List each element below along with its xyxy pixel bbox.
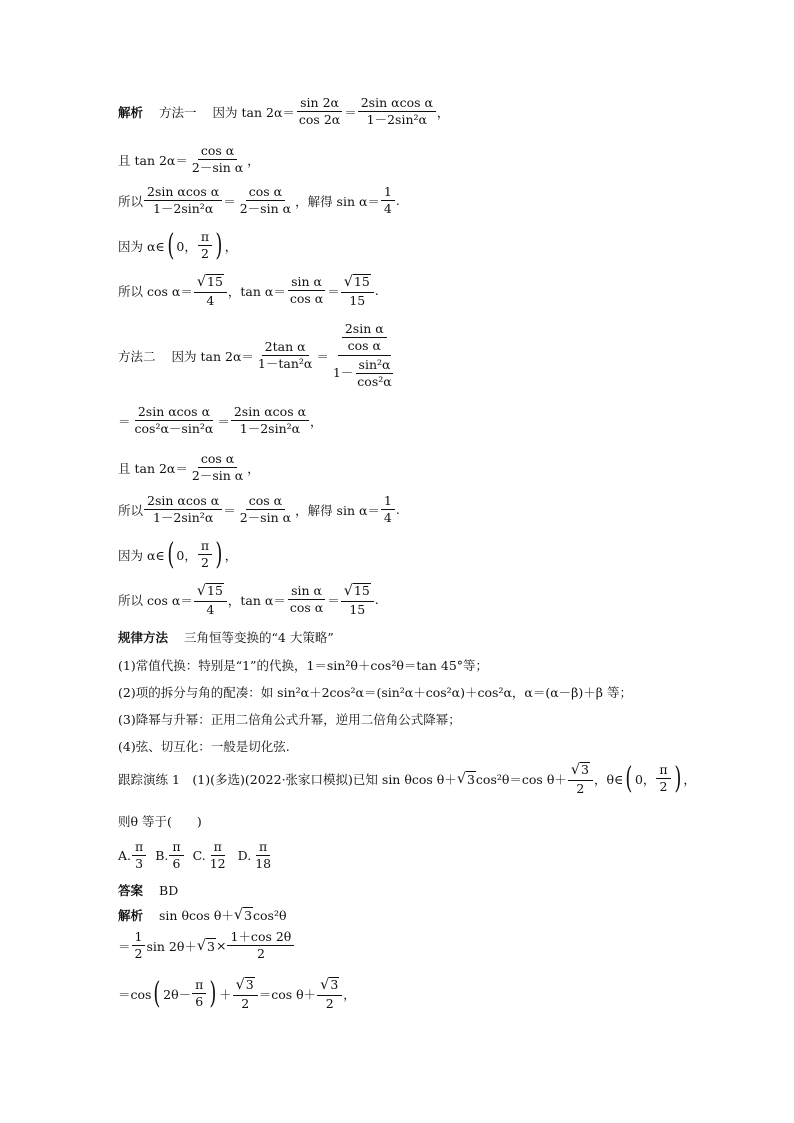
solution-line [118,977,356,1011]
text: 因为 tan 2α＝ [212,104,295,120]
fraction: $\frac{\text{cos α}}{\text{2－sin α}}$ [191,451,244,484]
question: 则θ 等于( ) [118,814,202,829]
text: ＝ [344,104,357,120]
text: ＋ [219,986,232,1002]
text: cos²θ [253,907,287,923]
left-paren: ( [167,227,175,263]
text: ＝ [327,592,340,608]
text: 0， [634,771,656,787]
text: ，解得 sin α＝ [295,193,380,209]
text: 2θ－ [163,986,192,1002]
option-d: D. $\frac{\pi}{18}$ [237,839,272,872]
fraction: $\frac{\pi}{6}$ [192,978,206,1010]
left-paren: ( [625,760,633,796]
text: ＝ [118,413,131,429]
solution-label: 解析 [118,908,144,923]
rule-item: (4)弦、切互化：一般是切化弦. [118,739,290,754]
line [118,227,238,263]
text: 0， [176,547,197,563]
nested-fraction: $\frac{\text{2sin α}}{\text{cos α}}$ 1－ $\frac{\text{sin²α}}{\text{cos²α}}$ [332,321,392,390]
fraction: √ 3 2 [568,762,593,796]
line [118,185,400,217]
rule-heading [118,628,334,646]
fraction: $\frac{\text{2sin αcos α}}{\text{1－2sin²α}}$ [144,494,222,526]
option-b: B. $\frac{\pi}{6}$ [155,840,184,872]
sqrt: √ 3 [456,770,475,787]
solution-line [118,930,295,962]
text: 所以 [118,193,144,209]
fraction: $\frac{\text{cos α}}{\text{2－sin α}}$ [239,493,292,526]
text: 且 tan 2α＝ [118,152,188,168]
line [118,144,260,176]
method2-line [118,322,400,390]
text: . [374,283,379,299]
answer-value: BD [159,882,179,898]
rule-title: 三角恒等变换的“4 大策略” [184,630,334,645]
text: ， [436,104,450,120]
fraction: √ 15 4 [194,274,227,308]
text: ，θ∈ [593,771,624,787]
fraction: $\frac{\text{2tan α}}{\text{1－tan²α}}$ [257,338,313,372]
text: ， [247,460,260,476]
line [118,494,400,526]
text: sin 2θ＋ [146,938,197,954]
text: × [216,938,227,954]
text: ＝cos θ＋ [258,986,317,1002]
fraction: $\frac{\text{2sin αcos α}}{\text{1－2sin²α}}$ [358,96,436,128]
fraction: $\frac{1}{4}$ [381,185,395,217]
text: ， [683,771,696,787]
right-paren: ) [215,227,223,263]
text: ，tan α＝ [227,283,286,299]
line [118,536,238,572]
line [118,583,379,617]
line [118,274,379,308]
sqrt: √ 3 [196,937,215,954]
solution-label: 解析 [118,104,144,120]
text: 因为 α∈ [118,238,165,254]
text: ， [343,986,356,1002]
fraction: $\frac{\text{sin α}}{\text{cos α}}$ [289,583,324,616]
line [118,405,323,437]
text: ＝ [327,283,340,299]
text: . [395,193,400,209]
text: 所以 cos α＝ [118,592,193,608]
options [118,840,283,872]
option-a: A. $\frac{\pi}{3}$ [118,840,147,872]
text: ， [247,152,260,168]
fraction: √ 15 4 [194,583,227,617]
left-paren: ( [167,536,175,572]
right-paren: ) [209,975,217,1011]
rule-label: 规律方法 [118,630,169,645]
method1-line [118,96,449,128]
fraction: $\frac{\text{2sin αcos α}}{\text{cos²α－sin²α}}$ [134,404,214,437]
rule-item: (3)降幂与升幂：正用二倍角公式升幂，逆用二倍角公式降幂； [118,712,461,727]
text: . [374,592,379,608]
line [118,452,260,484]
fraction: $\frac{\pi}{2}$ [656,763,670,795]
right-paren: ) [673,760,681,796]
rule-item: (1)常值代换：特别是“1”的代换，1＝sin²θ＋cos²θ＝tan 45°等； [118,658,489,673]
text: 且 tan 2α＝ [118,460,188,476]
text: 因为 tan 2α＝ [171,348,254,364]
text: ，tan α＝ [227,592,286,608]
fraction: $\frac{\text{sin α}}{\text{cos α}}$ [289,274,324,307]
text: ， [224,547,238,563]
exercise-line [118,762,696,796]
answer-label: 答案 [118,883,144,898]
right-paren: ) [215,536,223,572]
text: ＝ [217,413,230,429]
text: cos²θ＝cos θ＋ [475,771,567,787]
option-c: C. $\frac{\pi}{12}$ [192,839,226,872]
text: 0， [176,238,197,254]
text: 因为 α∈ [118,547,165,563]
solution-line [118,906,287,924]
method-label: 方法一 [159,104,197,120]
text: 所以 cos α＝ [118,283,193,299]
text: 跟踪演练 1 (1)(多选)(2022·张家口模拟)已知 sin θcos θ＋ [118,771,457,787]
fraction: $\frac{\text{2sin αcos α}}{\text{1－2sin²α}}$ [144,185,222,217]
fraction: √ 3 2 [317,977,342,1011]
fraction: $\frac{1}{2}$ [132,930,146,962]
sqrt: √ 3 [233,907,253,923]
fraction: $\frac{\text{2sin αcos α}}{\text{1－2sin²α}}$ [231,405,309,437]
fraction: $\frac{\text{cos α}}{\text{2－sin α}}$ [239,184,292,217]
fraction: √ 15 15 [341,583,374,617]
fraction: $\frac{1}{4}$ [381,494,395,526]
fraction: √ 3 2 [233,977,258,1011]
text: ＝ [118,938,131,954]
fraction: $\frac{\text{cos α}}{\text{2－sin α}}$ [191,143,244,176]
fraction: $\frac{1+\cos 2\theta}{2}$ [227,930,294,962]
rule-item: (2)项的拆分与角的配凑：如 sin²α＋2cos²α＝(sin²α＋cos²α)＋cos²α，α＝(α－β)＋β 等； [118,685,632,700]
text: . [395,502,400,518]
text: ＝ [223,502,236,518]
text: ＝ [223,193,236,209]
text: sin θcos θ＋ [159,908,234,923]
fraction: $\frac{\pi}{2}$ [198,539,212,571]
fraction: $\frac{\sin 2\alpha}{\cos 2\alpha}$ [298,95,341,128]
text: 所以 [118,502,144,518]
answer-line [118,881,178,899]
fraction: √ 15 15 [341,274,374,308]
text: ， [310,413,323,429]
text: ， [224,238,238,254]
fraction: $\frac{\pi}{2}$ [198,230,212,262]
text: ，解得 sin α＝ [295,502,380,518]
text: ＝cos [118,986,152,1002]
left-paren: ( [153,975,161,1011]
method-label: 方法二 [118,348,156,364]
text: ＝ [316,348,329,364]
